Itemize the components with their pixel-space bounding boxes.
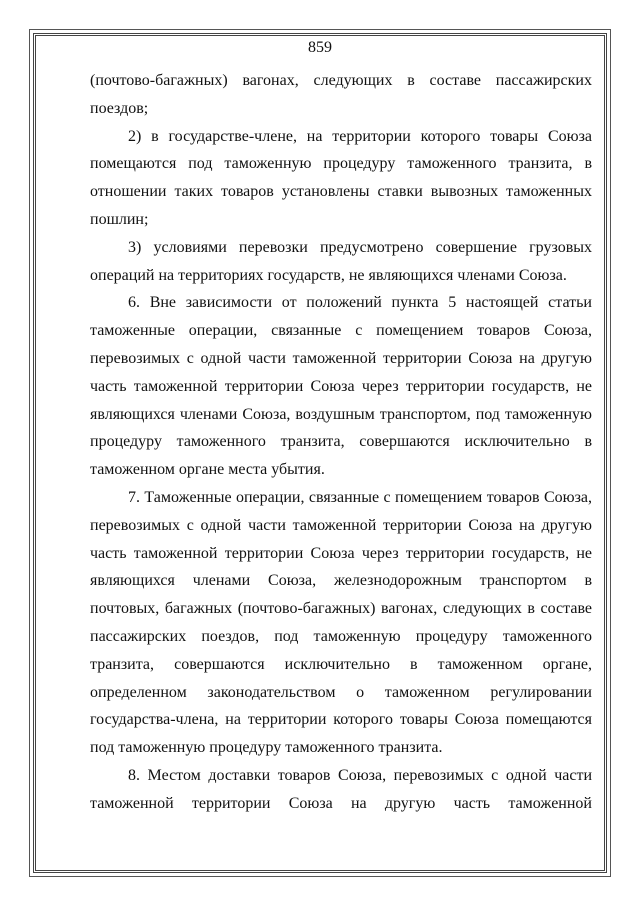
document-body: [90, 67, 592, 818]
page-number: 859: [308, 39, 332, 56]
paragraph: 2) в государстве-члене, на территории которого товары Союза помещаются под таможенную процедуру таможенного транзита, в отношении таких товаров установлены ставки вывозных таможенных пошлин;: [90, 127, 592, 228]
paragraph: (почтово-багажных) вагонах, следующих в составе пассажирских поездов;: [90, 72, 592, 117]
paragraph: 3) условиями перевозки предусмотрено совершение грузовых операций на территориях государств, не являющихся членами Союза.: [90, 238, 592, 284]
paragraph: 6. Вне зависимости от положений пункта 5 настоящей статьи таможенные операции, связанные с помещением товаров Союза, перевозимых с одной части таможенной территории Союза на другую часть таможенной территории Союза через территории государств, не являющихся членами Союза, воздушным транспортом, под таможенную процедуру таможенного транзита, совершаются исключительно в таможенном органе места убытия.: [90, 294, 592, 479]
paragraph: 8. Местом доставки товаров Союза, перевозимых с одной части таможенной территории Союза на другую часть таможенной: [90, 766, 592, 812]
paragraph: 7. Таможенные операции, связанные с помещением товаров Союза, перевозимых с одной части таможенной территории Союза на другую часть таможенной территории Союза через территории государств, не являющихся членами Союза, железнодорожным транспортом в почтовых, багажных (почтово-багажных) вагонах, следующих в составе пассажирских поездов, под таможенную процедуру таможенного транзита, совершаются исключительно в таможенном органе, определенном законодательством о таможенном регулировании государства-члена, на территории которого товары Союза помещаются под таможенную процедуру таможенного транзита.: [90, 488, 592, 757]
